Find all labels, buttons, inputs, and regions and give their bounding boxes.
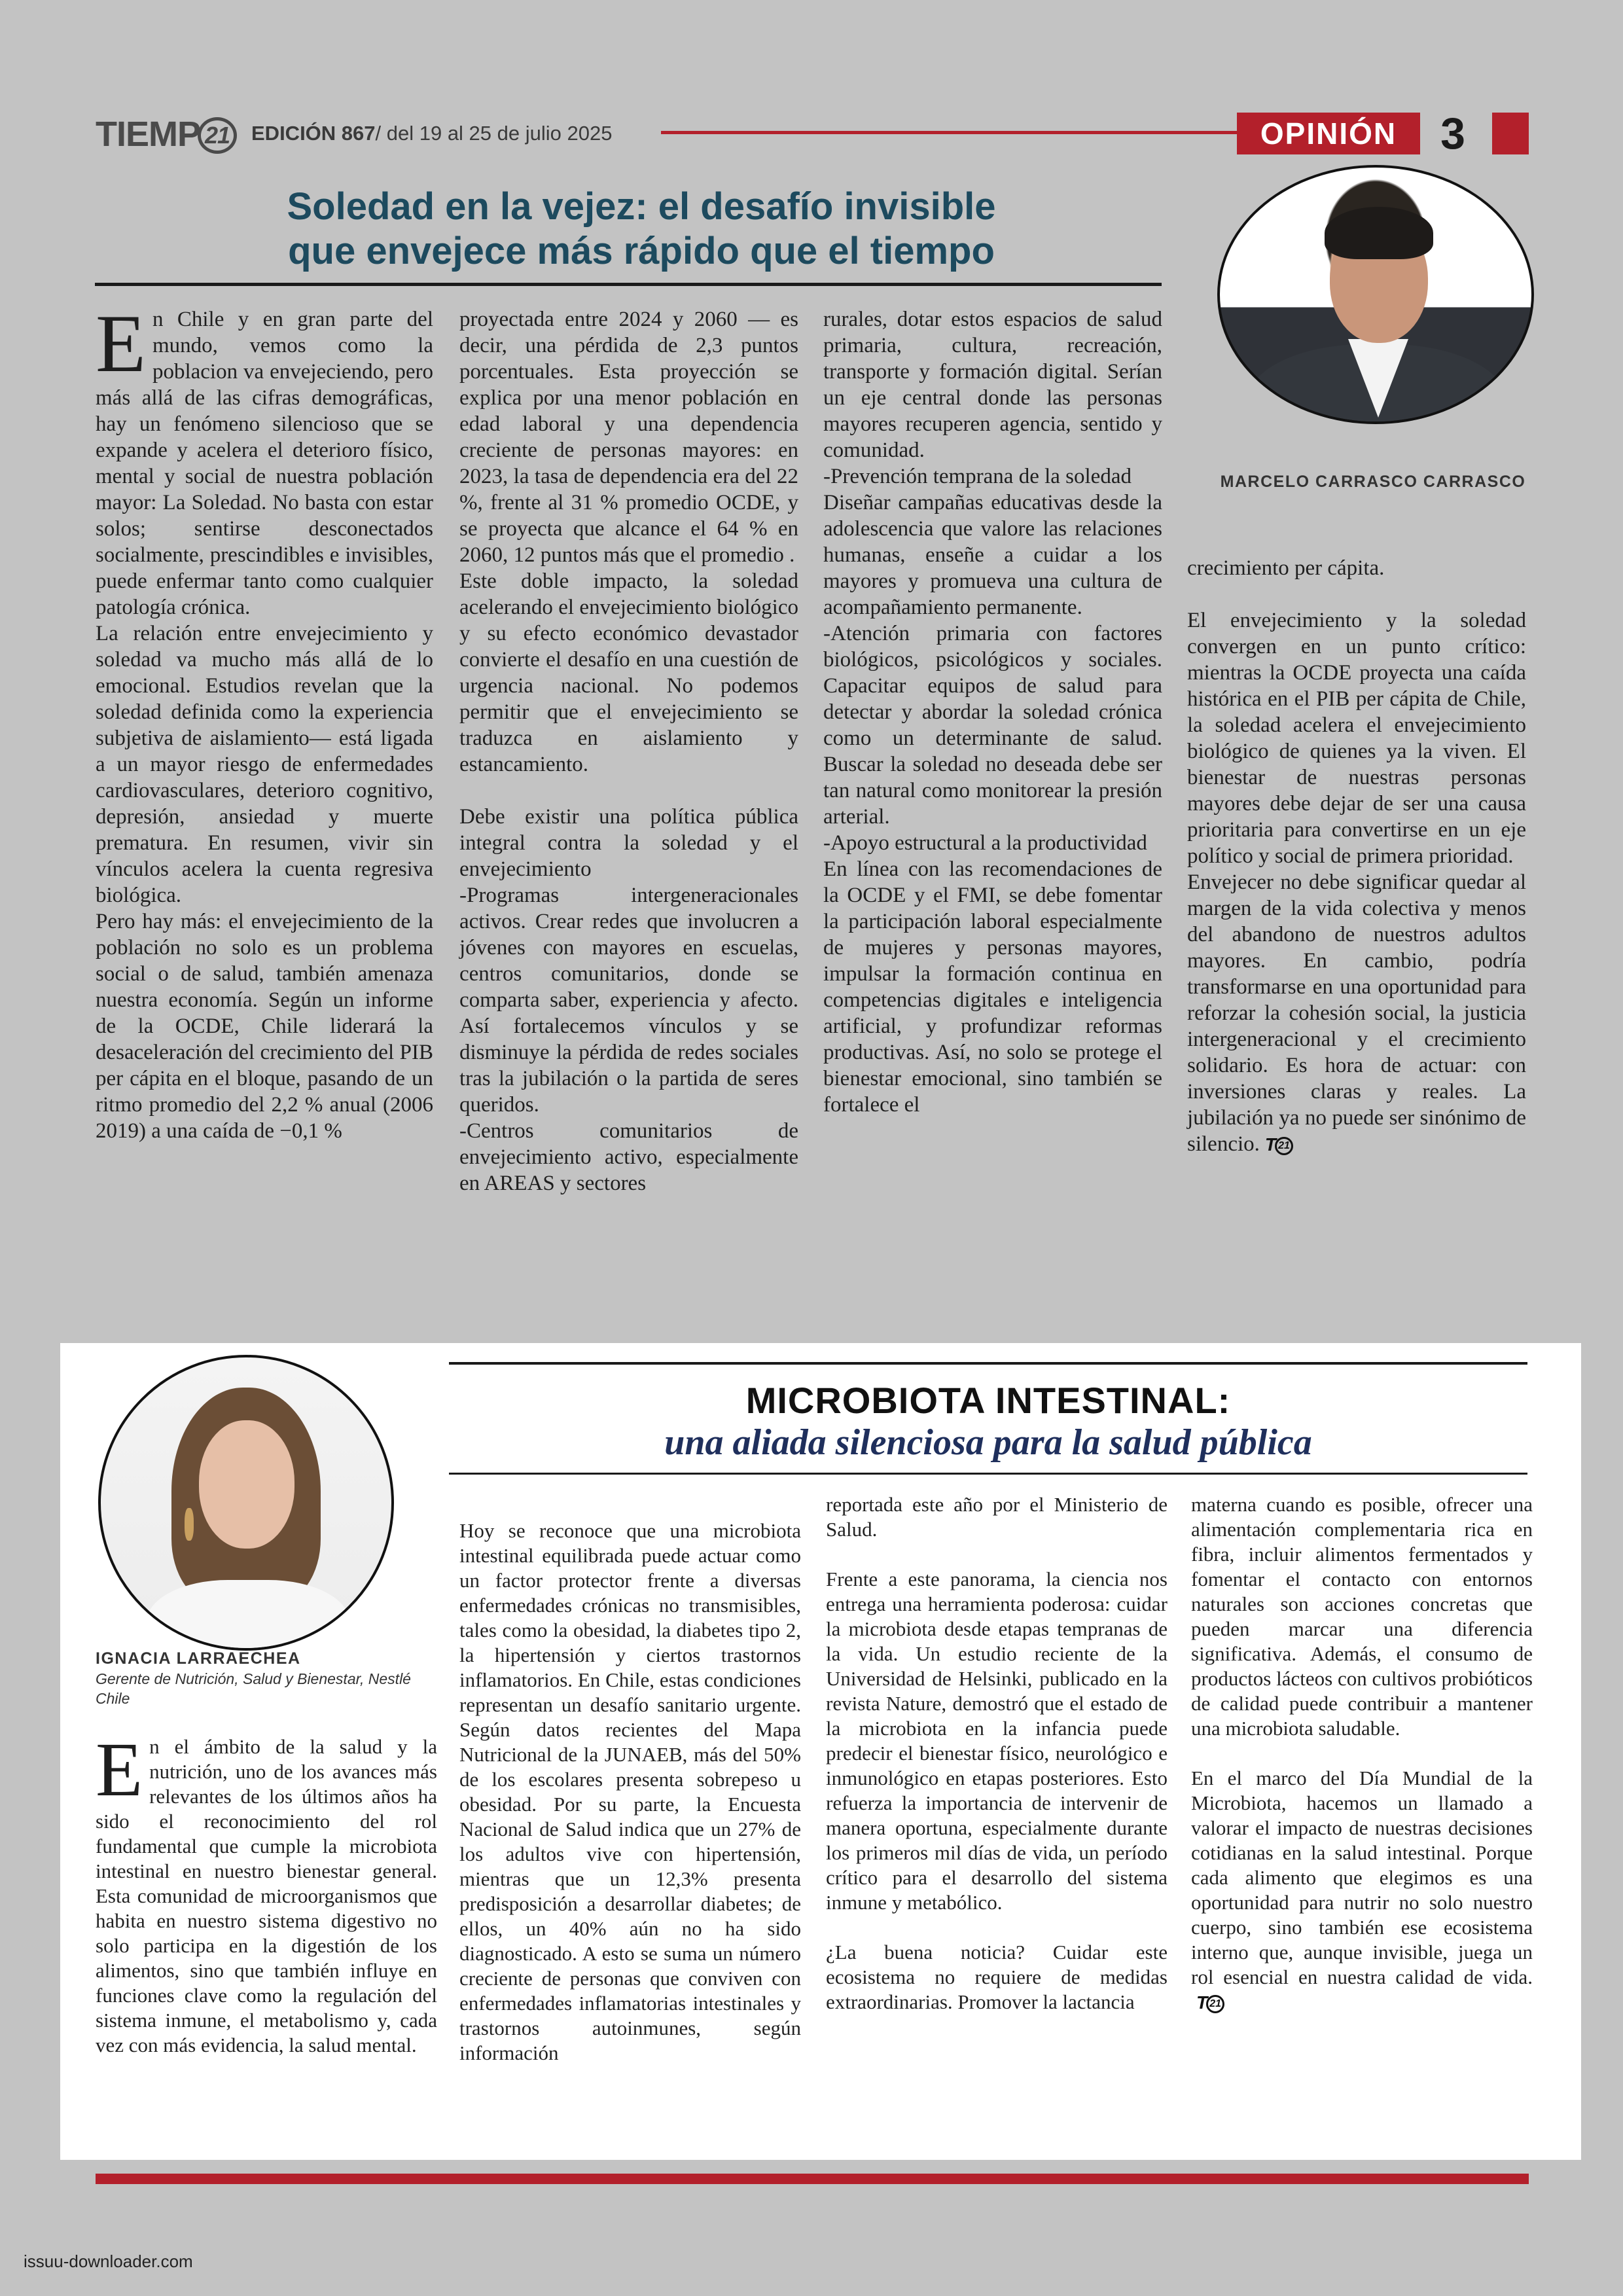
article2-column-2: Hoy se reconoce que una microbiota intestinal equilibrada puede actuar como un factor protector frente a diversas enfermedades crónicas no transmisibles, tales como la obesidad, la diabetes tipo 2, la hipertensión y ciertos trastornos inflamatorios. En Chile, estas condiciones representan un desafío sanitario urgente. Según datos recientes del Mapa Nutricional de la JUNAEB, más del 50% de los escolares presenta sobrepeso u obesidad. Por su parte, la Encuesta Nacional de Salud indica que un 27% de los adultos vive con hipertensión, mientras que un 12,3% presenta predisposición a desarrollar diabetes; de ellos, un 40% aún no ha sido diagnosticado. A esto se suma un número creciente de personas que conviven con enfermedades inflamatorias intestinales y trastornos autoinmunes, según información	[459, 1519, 801, 2064]
article2-column-3: reportada este año por el Ministerio de Salud. Frente a este panorama, la ciencia nos entrega una herramienta poderosa: cuidar la microbiota desde etapas tempranas de la vida. Un estudio reciente de la Universidad de Helsinki, publicado en la revista Nature, demostró que el estado de la microbiota en la infancia puede predecir el bienestar físico, neurológico e inmunológico en etapas posteriores. Esto refuerza la importancia de intervenir de manera oportuna, especialmente durante los primeros mil días de vida, un período crítico para el desarrollo del sistema inmune y metabólico. ¿La buena noticia? Cuidar este ecosistema no requiere de medidas extraordinarias. Promover la lactancia	[826, 1493, 1168, 2013]
footer-rule	[96, 2174, 1529, 2184]
article2-column-4: materna cuando es posible, ofrecer una alimentación complementaria rica en fibra, incluir alimentos fermentados y fomentar el contacto con entornos naturales son acciones concretas que pueden marcar una diferencia significativa. Además, el consumo de productos lácteos con cultivos probióticos de calidad puede contribuir a mantener una microbiota saludable. En el marco del Día Mundial de la Microbiota, hacemos un llamado a valorar el impacto de nuestras decisiones cotidianas en la salud intestinal. Porque cada alimento que elegimos es una oportunidad para nutrir no solo nuestro cuerpo, sino también ese ecosistema interno que, aunque invisible, juega un rol esencial en nuestra calidad de vida. T 21	[1191, 1493, 1533, 2013]
source-watermark: issuu-downloader.com	[24, 2251, 193, 2271]
article1-col1-body: La relación entre envejecimiento y soledad va mucho más allá de lo emocional. Estudios revelan que la soledad definida como la experiencia subjetiva de aislamiento— está ligada a un mayor riesgo de enfermedades cardiovasculares, deterioro cognitivo, depresión, ansiedad y muerte prematura. En resumen, vivir sin vínculos acelera la cuenta regresiva biológica. Pero hay más: el envejecimiento de la población no solo es un problema social o de salud, también amenaza nuestra economía. Según un informe de la OCDE, Chile liderará la desaceleración del crecimiento del PIB per cápita en el bloque, pasando de un ritmo promedio del 2,2 % anual (2006 2019) a una caída de −0,1 %	[96, 622, 433, 1143]
header-rule	[661, 131, 1237, 134]
article1-author: MARCELO CARRASCO CARRASCO	[1220, 473, 1526, 491]
section-label: OPINIÓN	[1237, 113, 1420, 154]
article1-column-4: crecimiento per cápita. El envejecimiento y la soledad convergen en un punto crítico: mientras la OCDE proyecta una caída histórica en el PIB per cápita de Chile, la soledad acelera el envejecimiento biológico de quienes ya la viven. El bienestar de nuestras personas mayores debe dejar de ser una causa prioritaria para convertirse en un eje político y social de primera prioridad. Envejecer no debe significar quedar al margen de la vida colectiva y menos del abandono de nuestros adultos mayores. En cambio, podría transformarse en una oportunidad para reforzar la cohesión social, la justicia intergeneracional y el crecimiento solidario. Es hora de actuar: con inversiones claras y reales. La jubilación ya no puede ser sinónimo de silencio. T 21	[1187, 556, 1526, 1156]
article1-column-1	[96, 298, 433, 1144]
page-number: 3	[1440, 109, 1465, 158]
article2-top-rule	[449, 1362, 1527, 1365]
article2-dropcap: E	[96, 1727, 143, 1812]
article2-subtitle: una aliada silenciosa para la salud pública	[664, 1422, 1312, 1463]
article2-author-role: Gerente de Nutrición, Salud y Bienestar, Nestlé Chile	[96, 1670, 411, 1707]
article2-column-1: E n el ámbito de la salud y la nutrición, uno de los avances más relevantes de los últimos años ha sido el reconocimiento del rol fundamental que cumple la microbiota intestinal en nuestro bienestar general. Esta comunidad de microorganismos que habita en nuestro sistema digestivo no solo participa en la digestión de los alimentos, sino que también influye en funciones clave como la regulación del sistema inmune, el metabolismo y, cada vez con más evidencia, la salud mental.	[96, 1727, 437, 2056]
article1-title-rule	[95, 283, 1162, 286]
end-mark-icon: T 21	[1265, 1136, 1293, 1155]
article1-column-2: proyectada entre 2024 y 2060 — es decir, una pérdida de 2,3 puntos porcentuales. Esta proyección se explica por una menor población en edad laboral y una dependencia creciente de personas mayores: en 2023, la tasa de dependencia era del 22 %, frente al 31 % promedio OCDE, y se proyecta que alcance el 64 % en 2060, 12 puntos más que el promedio . Este doble impacto, la soledad acelerando el envejecimiento biológico y su efecto económico devastador convierte el desafío en una cuestión de urgencia nacional. No podemos permitir que el envejecimiento se traduzca en aislamiento y estancamiento. Debe existir una política pública integral contra la soledad y el envejecimiento -Programas intergeneracionales activos. Crear redes que involucren a jóvenes con mayores en escuelas, centros comunitarios, donde se comparta saber, experiencia y afecto. Así fortalecemos vínculos y se disminuye la pérdida de redes sociales tras la jubilación o la partida de seres queridos. -Centros comunitarios de envejecimiento activo, especialmente en AREAS y sectores	[459, 308, 798, 1195]
author-photo-marcelo	[1217, 165, 1534, 424]
end-mark-icon: T 21	[1196, 1994, 1224, 2013]
article2-title-rule	[449, 1473, 1527, 1475]
header-accent-square	[1492, 113, 1529, 154]
article1-column-3: rurales, dotar estos espacios de salud primaria, cultura, recreación, transporte y formación digital. Serían un eje central donde las personas mayores recuperen agencia, sentido y comunidad. -Prevención temprana de la soledad Diseñar campañas educativas desde la adolescencia que valore las relaciones humanas, enseñe a cuidar a los mayores y promueva una cultura de acompañamiento permanente. -Atención primaria con factores biológicos, psicológicos y sociales. Capacitar equipos de salud para detectar y abordar la soledad crónica como un determinante de salud. Buscar la soledad no deseada debe ser tan natural como monitorear la presión arterial. -Apoyo estructural a la productividad En línea con las recomendaciones de la OCDE y el FMI, se debe fomentar la participación laboral especialmente de mujeres y personas mayores, impulsar la formación continua en competencias digitales e inteligencia artificial, y profundizar reformas productivas. Así, no solo se protege el bienestar emocional, sino también se fortalece el	[823, 308, 1162, 1117]
article2-author: IGNACIA LARRAECHEA	[96, 1649, 301, 1668]
newspaper-logo: TIEMP 21	[96, 114, 237, 154]
article2-title: MICROBIOTA INTESTINAL:	[745, 1380, 1231, 1421]
edition-info: EDICIÓN 867/ del 19 al 25 de julio 2025	[251, 122, 613, 145]
article1-col1-lead: n Chile y en gran parte del mundo, vemos como la poblacion va envejeciendo, pero más allá de las cifras demográficas, hay un fenómeno silencioso que se expande y acelera el deterioro físico, mental y social de nuestra población mayor: La Soledad. No basta con estar solos; sentirse desconectados socialmente, prescindibles e invisibles, puede enfermar tanto como cualquier patología crónica.	[96, 308, 433, 619]
author-photo-ignacia	[98, 1355, 394, 1651]
article1-title: Soledad en la vejez: el desafío invisible que envejece más rápido que el tiempo	[287, 185, 996, 272]
article1-dropcap: E	[96, 298, 146, 389]
